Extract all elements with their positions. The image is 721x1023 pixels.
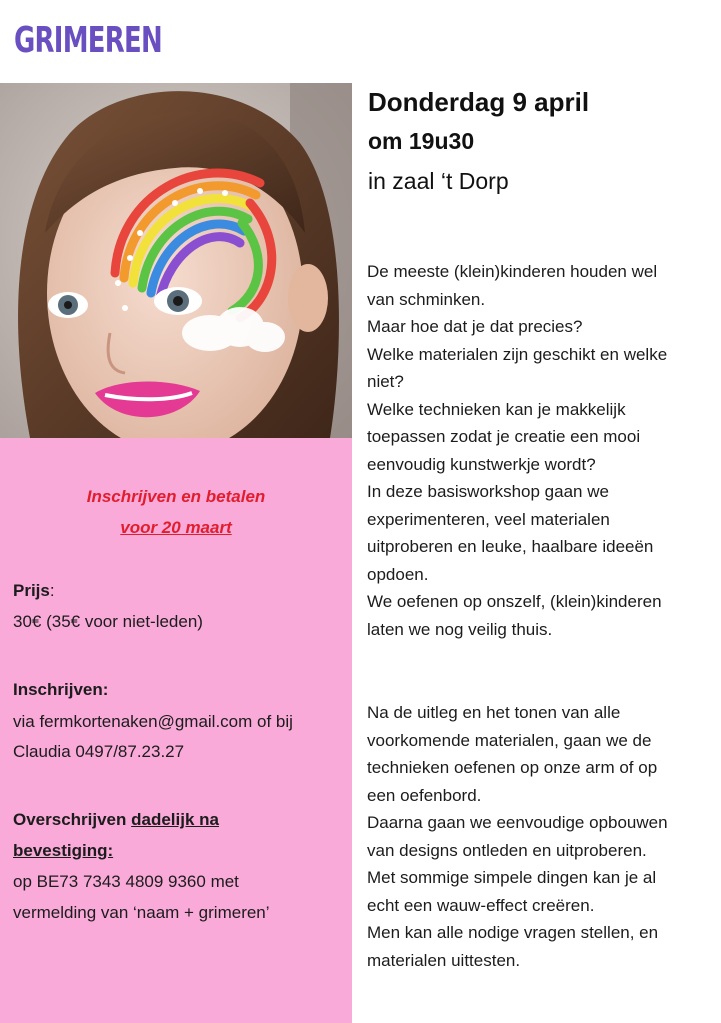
- description-line: Men kan alle nodige vragen stellen, en: [367, 923, 659, 942]
- event-place: in zaal ‘t Dorp: [368, 168, 509, 194]
- description-line: van schminken.: [367, 289, 486, 309]
- description-line: een oefenbord.: [367, 785, 482, 805]
- description-line: echt een wauw-effect creëren.: [367, 895, 595, 915]
- transfer-reference-line: vermelding van ‘naam + grimeren’: [13, 903, 270, 922]
- description-line: eenvoudig kunstwerkje wordt?: [367, 454, 596, 474]
- description-line: experimenteren, veel materialen: [367, 509, 610, 529]
- description-line: Maar hoe dat je dat precies?: [367, 317, 583, 336]
- description-line: laten we nog veilig thuis.: [367, 619, 553, 639]
- description-line: De meeste (klein)kinderen houden wel: [367, 262, 658, 281]
- event-time: om 19u30: [368, 128, 475, 154]
- child-face-icon: [0, 83, 352, 438]
- transfer-label-line-2: [13, 836, 113, 866]
- event-day: Donderdag 9 april: [368, 87, 590, 117]
- description-line: opdoen.: [367, 564, 429, 584]
- description-line: voorkomende materialen, gaan we de: [367, 730, 652, 750]
- description-paragraph-2: [367, 699, 707, 974]
- description-line: We oefenen op onszelf, (klein)kinderen: [367, 592, 662, 611]
- price-colon: :: [49, 581, 55, 600]
- description-line: uitproberen en leuke, haalbare ideeën: [367, 537, 654, 556]
- registration-deadline-date: voor 20 maart: [120, 518, 232, 537]
- transfer-label: Overschrijven: [13, 810, 132, 829]
- registration-heading: Inschrijven en betalen: [86, 487, 266, 506]
- transfer-label-line: [13, 805, 219, 835]
- description-line: Welke technieken kan je makkelijk: [367, 399, 626, 419]
- signup-email-line: via fermkortenaken@gmail.com of bij: [13, 712, 293, 731]
- description-line: Welke materialen zijn geschikt en welke: [367, 344, 668, 364]
- page-title: GRIMEREN: [14, 20, 162, 61]
- description-line: van designs ontleden en uitproberen.: [367, 840, 647, 860]
- price-label-line: [13, 576, 55, 606]
- description-line: Daarna gaan we eenvoudige opbouwen: [367, 813, 668, 832]
- price-value: 30€ (35€ voor niet-leden): [13, 612, 203, 631]
- description-line: Met sommige simpele dingen kan je al: [367, 868, 657, 887]
- description-paragraph-1: [367, 258, 707, 643]
- registration-deadline: [0, 481, 352, 543]
- description-line: In deze basisworkshop gaan we: [367, 482, 609, 501]
- description-line: Na de uitleg en het tonen van alle: [367, 703, 621, 722]
- transfer-label-underlined-1: dadelijk na: [131, 810, 219, 829]
- face-paint-photo: [0, 83, 352, 438]
- transfer-account-line: op BE73 7343 4809 9360 met: [13, 872, 239, 891]
- transfer-label-underlined-2: bevestiging:: [13, 841, 114, 860]
- description-line: technieken oefenen op onze arm of op: [367, 758, 658, 777]
- description-line: materialen uittesten.: [367, 950, 521, 970]
- description-line: niet?: [367, 372, 404, 391]
- price-label: Prijs: [13, 581, 50, 600]
- description-line: toepassen zodat je creatie een mooi: [367, 427, 641, 446]
- signup-label: Inschrijven:: [13, 680, 109, 699]
- signup-phone-line: Claudia 0497/87.23.27: [13, 742, 185, 761]
